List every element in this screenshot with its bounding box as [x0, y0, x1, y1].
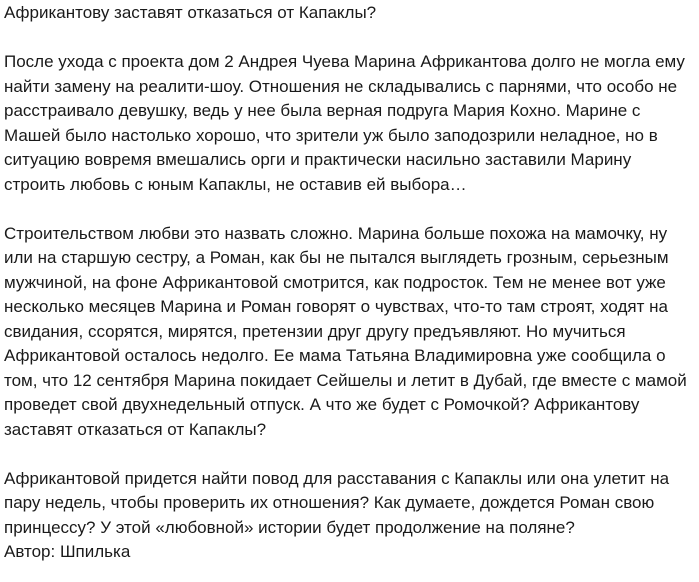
article-author: Автор: Шпилька — [4, 542, 131, 561]
article-title: Африкантову заставят отказаться от Капаклы? — [4, 3, 377, 22]
article-paragraph-3: Африкантовой придется найти повод для расставания с Капаклы или она улетит на пару недель, чтобы проверить их отношения? Как думаете, дождется Роман свою принцессу? У этой «любовной» истории будет продолжение на поляне? — [4, 468, 670, 537]
article-paragraph-1: После ухода с проекта дом 2 Андрея Чуева Марина Африкантова долго не могла ему найти замену на реалити-шоу. Отношения не складывались с парнями, что особо не расстраивало девушку, ведь у нее была верная подруга Мария Кохно. Марине с Машей было настолько хорошо, что зрители уж было заподозрили неладное, но в ситуацию вовремя вмешались орги и практически насильно заставили Марину строить любовь с юным Капаклы, не оставив ей выбора… — [4, 52, 685, 194]
article-paragraph-2: Строительством любви это назвать сложно. Марина больше похожа на мамочку, ну или на старшую сестру, а Роман, как бы не пытался выглядеть грозным, серьезным мужчиной, на фоне Африкантовой смотрится, как подросток. Тем не менее вот уже несколько месяцев Марина и Роман говорят о чувствах, что-то там строят, ходят на свидания, ссорятся, мирятся, претензии друг другу предъявляют. Но мучиться Африкантовой осталось недолго. Ее мама Татьяна Владимировна уже сообщила о том, что 12 сентября Марина покидает Сейшелы и летит в Дубай, где вместе с мамой проведет свой двухнедельный отпуск. А что же будет с Ромочкой? Африкантову заставят отказаться от Капаклы? — [4, 223, 687, 439]
